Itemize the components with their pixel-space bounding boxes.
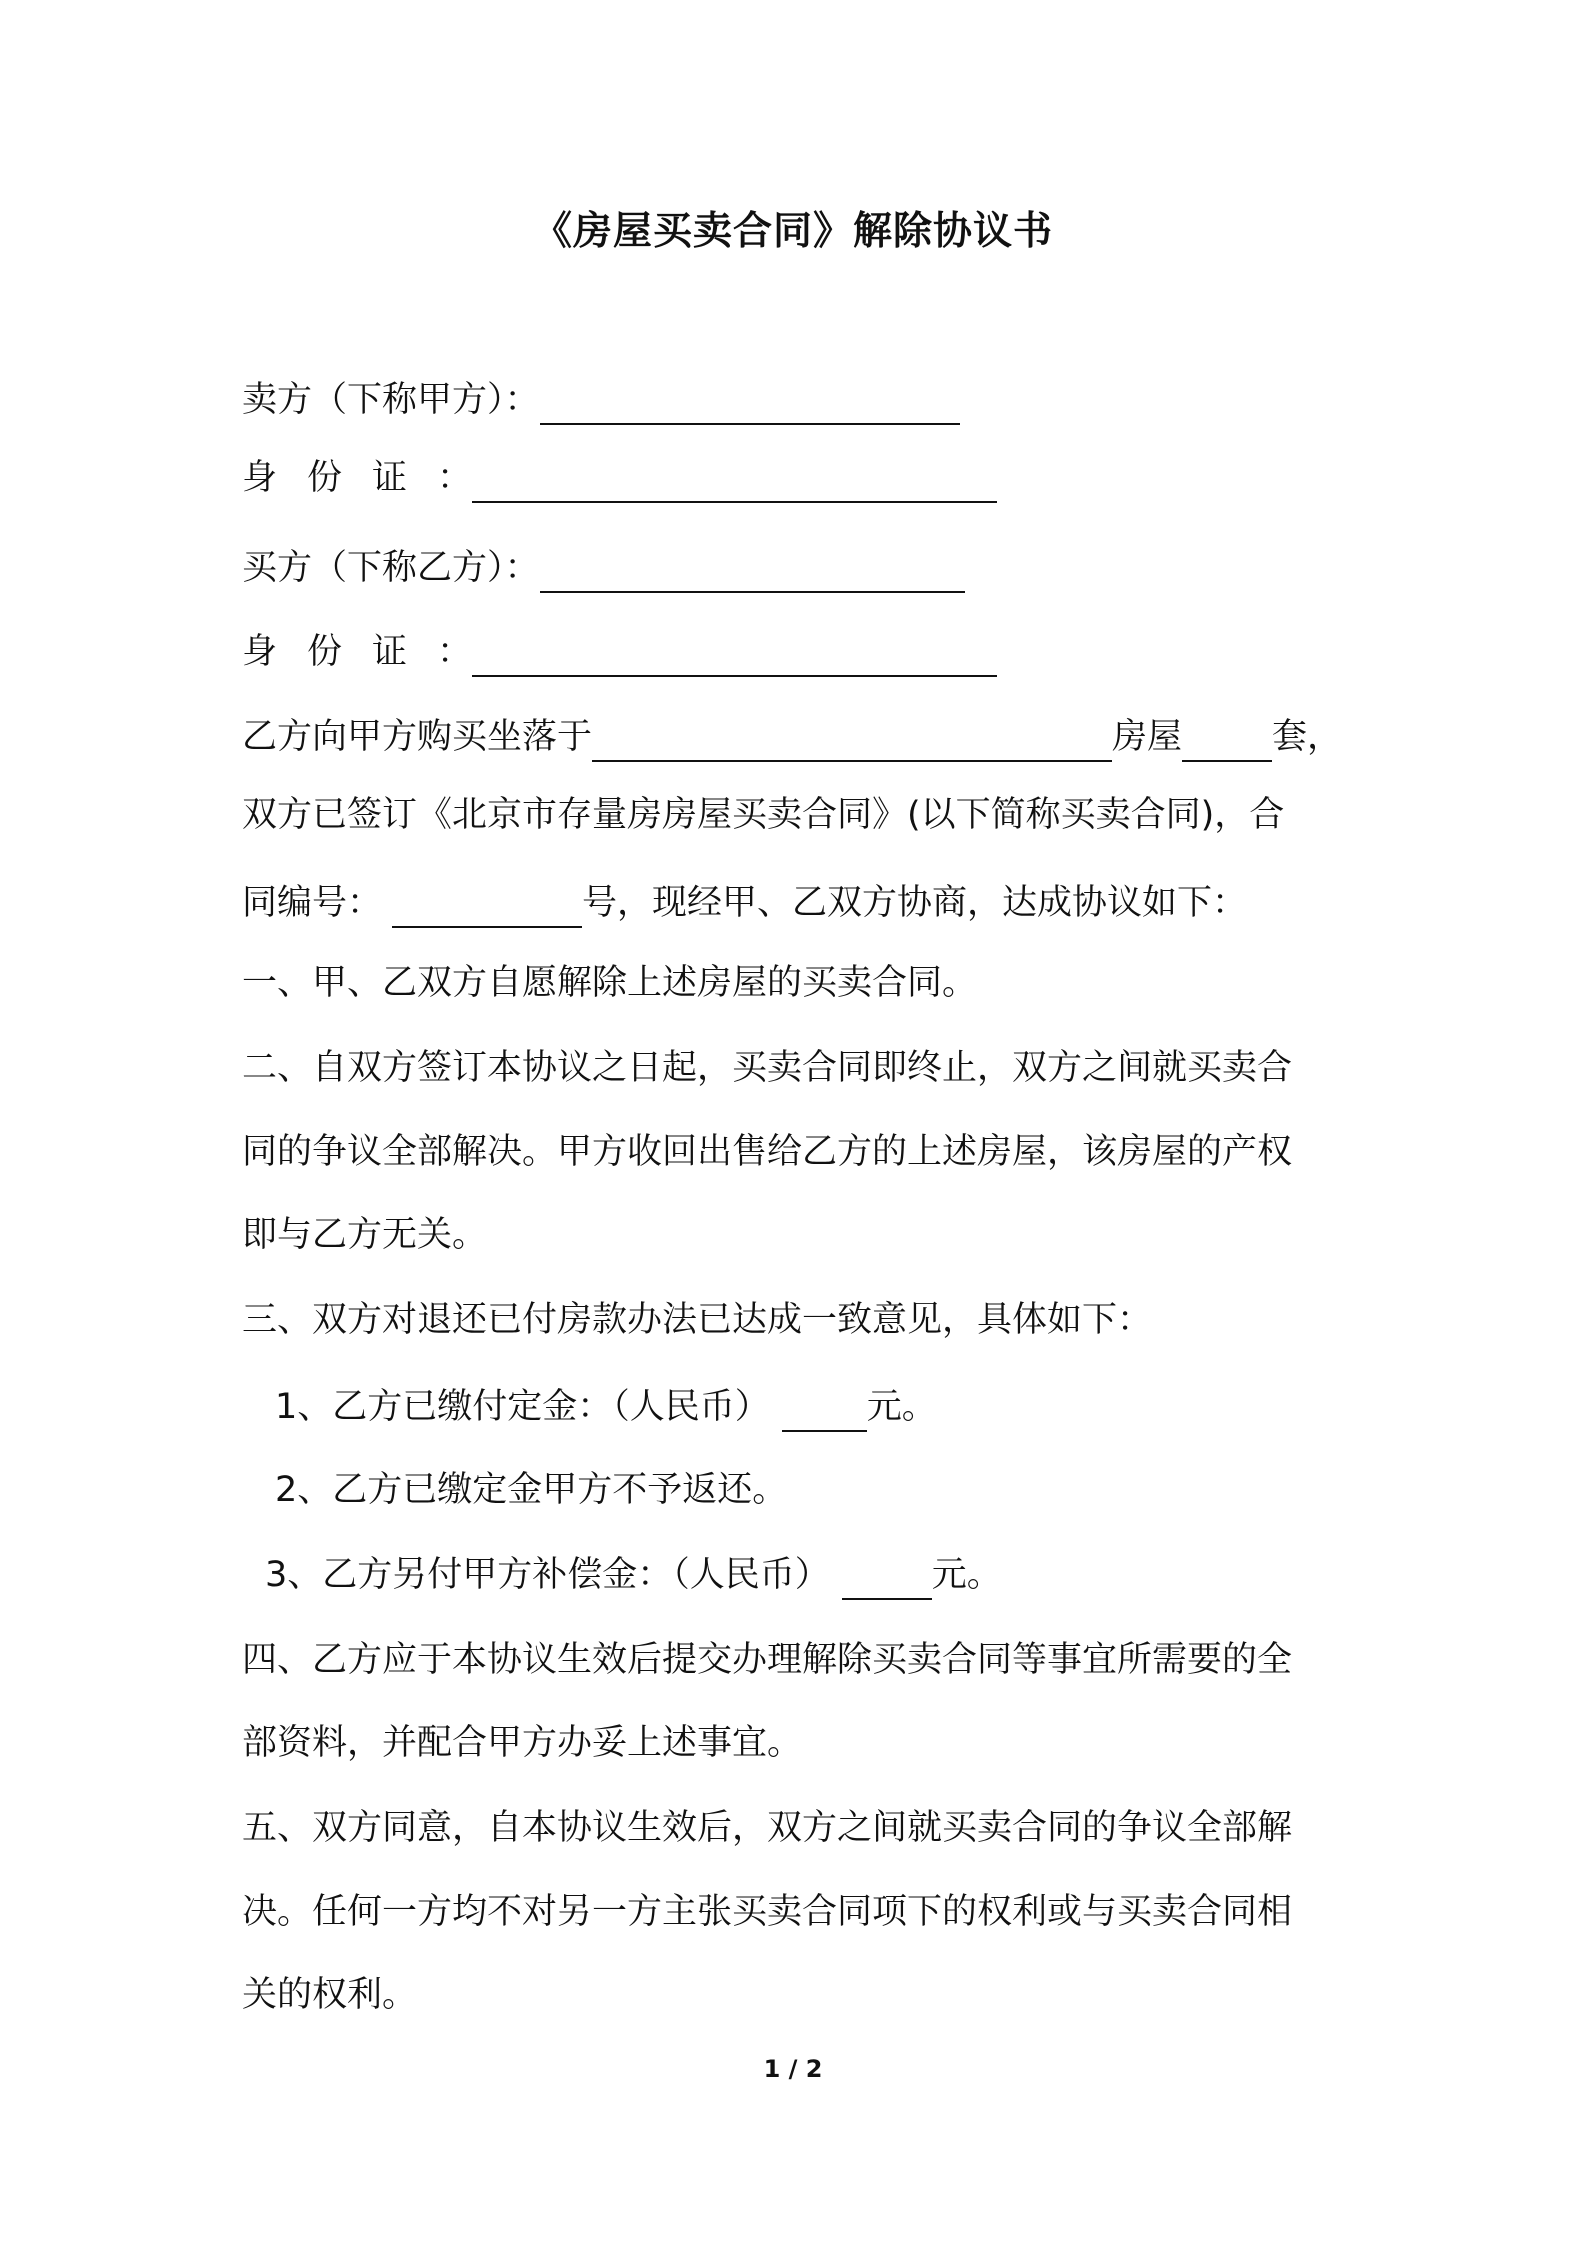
buyer-id-label: 身份证 — [242, 632, 438, 672]
compensation-unit: 元。 — [931, 1555, 1002, 1595]
intro-text-3a: 同编号： — [242, 883, 383, 923]
units-blank[interactable] — [1182, 716, 1272, 762]
clause-4-line-2: 部资料，并配合甲方办妥上述事宜。 — [242, 1723, 803, 1763]
seller-id-line — [242, 453, 997, 503]
clause-1: 一、甲、乙双方自愿解除上述房屋的买卖合同。 — [242, 963, 978, 1003]
clause-2-line-3: 即与乙方无关。 — [242, 1215, 488, 1255]
clause-4-line-1: 四、乙方应于本协议生效后提交办理解除买卖合同等事宜所需要的全 — [242, 1640, 1293, 1680]
intro-text-1b: 房屋 — [1112, 717, 1183, 757]
clause-2-line-1: 二、自双方签订本协议之日起，买卖合同即终止，双方之间就买卖合 — [242, 1048, 1293, 1088]
clause-2-line-2: 同的争议全部解决。甲方收回出售给乙方的上述房屋，该房屋的产权 — [242, 1132, 1293, 1172]
intro-text-1c: 套， — [1272, 717, 1343, 757]
seller-id-blank[interactable] — [472, 457, 997, 503]
intro-line-2: 双方已签订《北京市存量房房屋买卖合同》(以下简称买卖合同)，合 — [242, 795, 1285, 835]
intro-text-3b: 号，现经甲、乙双方协商，达成协议如下： — [582, 883, 1248, 923]
clause-5-line-2: 决。任何一方均不对另一方主张买卖合同项下的权利或与买卖合同相 — [242, 1892, 1293, 1932]
deposit-unit: 元。 — [866, 1387, 937, 1427]
buyer-label: 买方（下称乙方）： — [242, 548, 540, 588]
clause-3: 三、双方对退还已付房款办法已达成一致意见，具体如下： — [242, 1300, 1153, 1340]
clause-3-item-2: 2、乙方已缴定金甲方不予返还。 — [275, 1470, 788, 1510]
deposit-label: 1、乙方已缴付定金：（人民币） — [275, 1387, 770, 1427]
seller-id-colon: ： — [437, 458, 473, 498]
compensation-amount-blank[interactable] — [842, 1554, 932, 1600]
buyer-name-blank[interactable] — [540, 547, 965, 593]
document-title: 《房屋买卖合同》解除协议书 — [532, 209, 1053, 254]
contract-number-blank[interactable] — [392, 882, 582, 928]
buyer-id-blank[interactable] — [472, 631, 997, 677]
seller-label: 卖方（下称甲方）： — [242, 380, 540, 420]
clause-5-line-3: 关的权利。 — [242, 1975, 418, 2015]
page-number: 1 / 2 — [763, 2055, 823, 2083]
compensation-label: 3、乙方另付甲方补偿金：（人民币） — [265, 1555, 830, 1595]
intro-line-1 — [242, 712, 1342, 762]
seller-line — [242, 375, 960, 425]
buyer-id-colon: ： — [437, 632, 473, 672]
intro-line-3 — [242, 878, 1247, 928]
seller-name-blank[interactable] — [540, 379, 960, 425]
clause-3-item-1 — [275, 1382, 937, 1432]
clause-5-line-1: 五、双方同意，自本协议生效后，双方之间就买卖合同的争议全部解 — [242, 1808, 1293, 1848]
intro-text-1a: 乙方向甲方购买坐落于 — [242, 717, 593, 757]
location-blank[interactable] — [592, 716, 1112, 762]
clause-3-item-3 — [265, 1550, 1002, 1600]
buyer-id-line — [242, 627, 997, 677]
seller-id-label: 身份证 — [242, 458, 438, 498]
deposit-amount-blank[interactable] — [782, 1386, 867, 1432]
buyer-line — [242, 543, 965, 593]
